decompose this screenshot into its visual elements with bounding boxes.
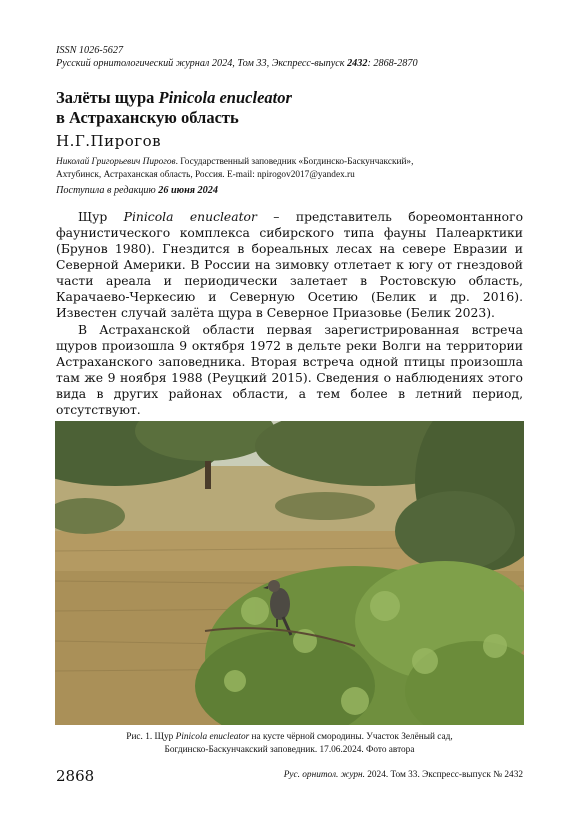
received-date-value: 26 июня 2024 xyxy=(158,185,218,196)
caption-latin: Pinicola enucleator xyxy=(175,732,250,742)
issue-number: 2432 xyxy=(347,58,368,69)
figure-photo xyxy=(55,421,524,725)
journal-line xyxy=(56,57,418,70)
caption-prefix: Рис. 1. Щур xyxy=(126,732,176,742)
issn: ISSN 1026-5627 xyxy=(56,45,124,56)
caption-line2: Богдинско-Баскунчакский заповедник. 17.06.2024. Фото автора xyxy=(164,744,415,755)
figure-caption xyxy=(56,731,523,756)
p1-rest: – представитель бореомонтанного фаунистического комплекса сибирского типа фауны Палеарктики (Брунов 1980). Гнездится в бореальных лесах на севере Евразии и Северной Америки. В России на зимовку отлетает к югу от гнездовой части ареала и периодически залетает в Ростовскую область, Карачаево-Черкесию и Северную Осетию (Белик и др. 2016). Известен случай залёта щура в Северное Приазовье (Белик 2023). xyxy=(56,210,524,320)
received-label: Поступила в редакцию xyxy=(56,185,159,196)
affiliation xyxy=(56,156,526,181)
article-title xyxy=(56,88,292,128)
running-footer xyxy=(284,770,523,780)
title-prefix: Залёты щура xyxy=(56,88,159,107)
title-line2: в Астраханскую область xyxy=(56,108,239,127)
received-date xyxy=(56,185,218,196)
affiliation-line2: Ахтубинск, Астраханская область, Россия. E-mail: npirogov2017@yandex.ru xyxy=(56,169,355,180)
p1-latin: Pinicola enucleator xyxy=(123,210,257,224)
article-body xyxy=(56,209,523,418)
affiliation-rest: . Государственный заповедник «Богдинско-Баскунчакский», xyxy=(175,157,414,167)
paragraph-2: В Астраханской области первая зарегистрированная встреча щуров произошла 9 октября 1972 в дельте реки Волги на территории Астраханского заповедника. Вторая встреча одной птицы произошла там же 9 ноября 1988 (Реуцкий 2015). Сведения о наблюдениях этого вида в других районах области, а тем более в летний период, отсутствуют. xyxy=(56,323,523,417)
pine-grosbeak-photo xyxy=(55,421,524,725)
title-latin-name: Pinicola enucleator xyxy=(158,88,292,107)
page-range: : 2868-2870 xyxy=(367,58,418,69)
journal-prefix: Русский орнитологический журнал 2024, Том 33, Экспресс-выпуск xyxy=(56,58,348,69)
paragraph-1 xyxy=(56,209,523,321)
author: Н.Г.Пирогов xyxy=(56,132,162,150)
affiliation-name: Николай Григорьевич Пирогов xyxy=(56,157,176,167)
footer-journal-rest: 2024. Том 33. Экспресс-выпуск № 2432 xyxy=(364,770,523,780)
page-number: 2868 xyxy=(56,767,95,785)
footer-journal-short: Рус. орнитол. журн. xyxy=(283,770,365,780)
caption-rest: на кусте чёрной смородины. Участок Зелёный сад, xyxy=(249,732,453,742)
p1-start: Щур xyxy=(78,210,124,224)
